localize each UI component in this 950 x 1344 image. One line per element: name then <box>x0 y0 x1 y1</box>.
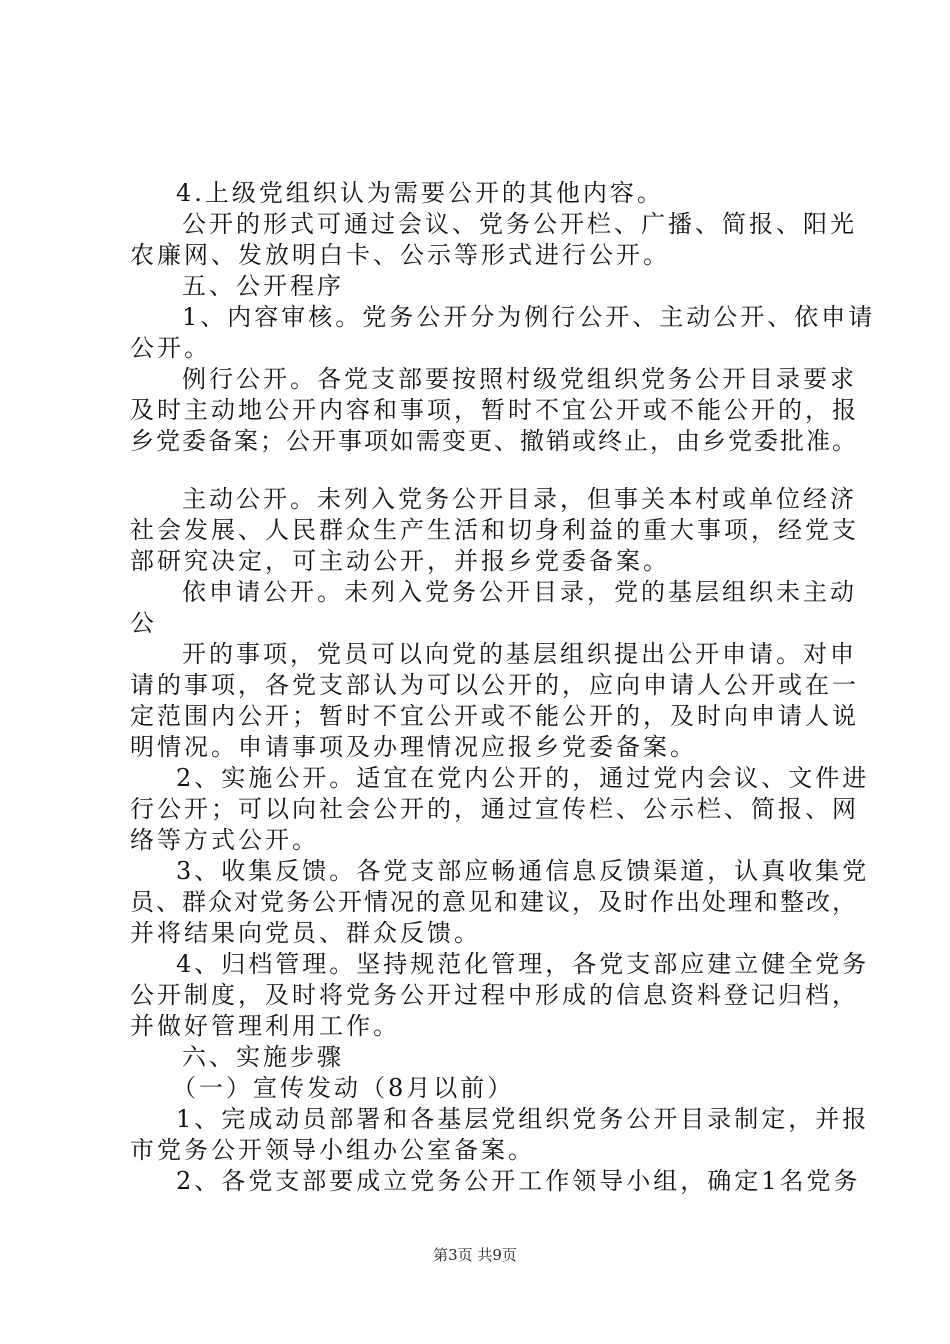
text-line: 公开。 <box>130 334 211 362</box>
section-heading: 六、实施步骤 <box>182 1043 344 1071</box>
text-line: 络等方式公开。 <box>130 826 319 854</box>
text-line: 依申请公开。未列入党务公开目录，党的基层组织未主动 <box>182 578 857 606</box>
text-line: 员、群众对党务公开情况的意见和建议，及时作出处理和整改， <box>130 888 858 916</box>
text-line: 部研究决定，可主动公开，并报乡党委备案。 <box>130 547 670 575</box>
text-line: 2、各党支部要成立党务公开工作领导小组，确定1名党务 <box>176 1167 861 1195</box>
text-line: 行公开；可以向社会公开的，通过宣传栏、公示栏、简报、网 <box>130 795 859 823</box>
text-line: 乡党委备案；公开事项如需变更、撤销或终止，由乡党委批准。 <box>130 427 858 455</box>
page-footer: 第3页 共9页 <box>433 1246 517 1264</box>
text-line: 公开的形式可通过会议、党务公开栏、广播、简报、阳光 <box>182 210 857 238</box>
text-line: 及时主动地公开内容和事项，暂时不宜公开或不能公开的，报 <box>130 396 859 424</box>
text-line: 并做好管理利用工作。 <box>130 1012 400 1040</box>
text-line: 市党务公开领导小组办公室备案。 <box>130 1136 535 1164</box>
text-line: 主动公开。未列入党务公开目录，但事关本村或单位经济 <box>182 485 857 513</box>
text-line: 并将结果向党员、群众反馈。 <box>130 919 481 947</box>
subsection-heading: （一）宣传发动（8月以前） <box>172 1074 515 1102</box>
text-line: 定范围内公开；暂时不宜公开或不能公开的，及时向申请人说 <box>130 702 859 730</box>
text-line: 社会发展、人民群众生产生活和切身利益的重大事项，经党支 <box>130 516 859 544</box>
text-line: 公 <box>130 609 157 637</box>
text-line: 公开制度，及时将党务公开过程中形成的信息资料登记归档， <box>130 981 859 1009</box>
text-line: 农廉网、发放明白卡、公示等形式进行公开。 <box>130 241 670 269</box>
text-line: 4、归档管理。坚持规范化管理，各党支部应建立健全党务 <box>176 950 870 978</box>
text-line: 例行公开。各党支部要按照村级党组织党务公开目录要求 <box>182 365 857 393</box>
text-line: 4.上级党组织认为需要公开的其他内容。 <box>176 179 664 207</box>
text-line: 1、完成动员部署和各基层党组织党务公开目录制定，并报 <box>176 1105 870 1133</box>
text-line: 开的事项，党员可以向党的基层组织提出公开申请。对申 <box>182 640 857 668</box>
text-line: 1、内容审核。党务公开分为例行公开、主动公开、依申请 <box>182 303 876 331</box>
text-line: 2、实施公开。适宜在党内公开的，通过党内会议、文件进 <box>176 764 870 792</box>
text-line: 请的事项，各党支部认为可以公开的，应向申请人公开或在一 <box>130 671 859 699</box>
section-heading: 五、公开程序 <box>182 272 344 300</box>
text-line: 明情况。申请事项及办理情况应报乡党委备案。 <box>130 733 697 761</box>
text-line: 3、收集反馈。各党支部应畅通信息反馈渠道，认真收集党 <box>176 857 870 885</box>
